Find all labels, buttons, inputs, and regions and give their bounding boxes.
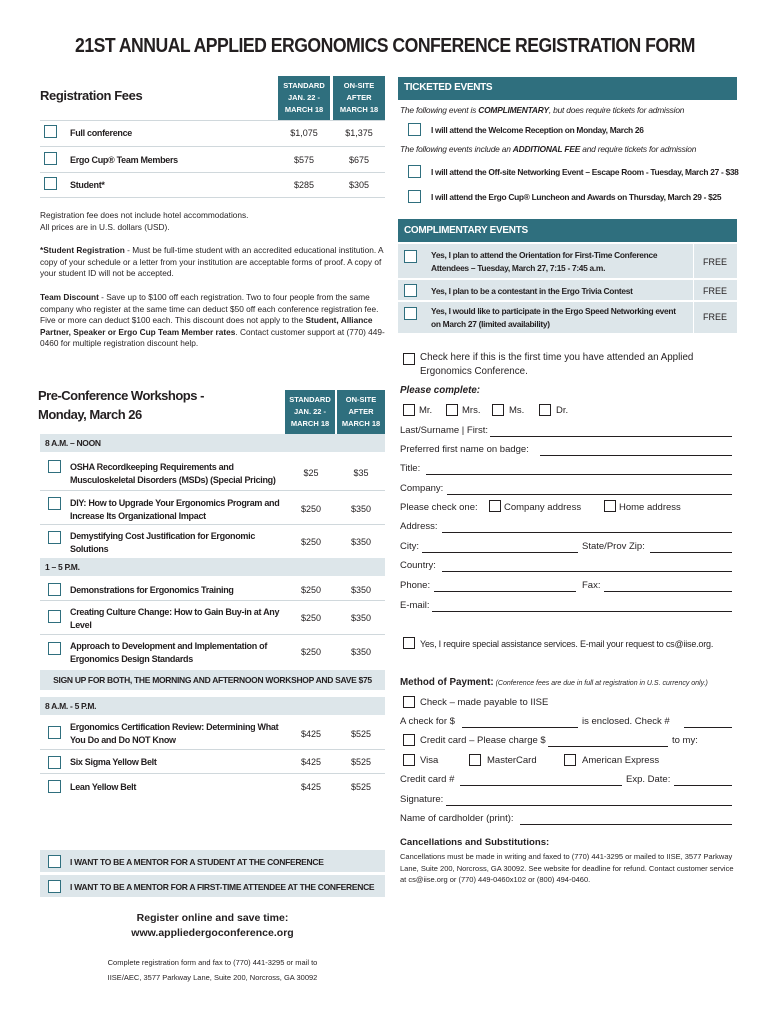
email-field[interactable] xyxy=(432,611,732,612)
col-label: MARCH 18 xyxy=(290,419,330,428)
complimentary-heading: COMPLIMENTARY EVENTS xyxy=(404,225,528,236)
exp-field[interactable] xyxy=(674,785,732,786)
fee-standard: $1,075 xyxy=(290,128,318,138)
register-online xyxy=(40,911,385,941)
mentor-student-checkbox[interactable] xyxy=(48,855,61,868)
title-label: Mr. xyxy=(419,405,433,416)
fee-onsite: $350 xyxy=(350,585,372,595)
divider xyxy=(40,146,385,147)
team-note xyxy=(40,292,390,350)
team-note-bold: Team Discount xyxy=(40,292,99,302)
note-part: The following events include an xyxy=(400,144,513,154)
to-my-label: to my: xyxy=(672,735,698,746)
workshop-label: Demonstrations for Ergonomics Training xyxy=(70,585,234,595)
badge-label: Preferred first name on badge: xyxy=(400,444,529,455)
comp-line: Attendees – Tuesday, March 27, 7:15 - 7:45 a.m. xyxy=(431,263,606,273)
fee-standard: $250 xyxy=(300,647,322,657)
title-label: Mrs. xyxy=(462,405,481,416)
payment-heading xyxy=(400,677,708,688)
mastercard-checkbox[interactable] xyxy=(469,754,481,766)
ergo-cup-checkbox[interactable] xyxy=(44,152,57,165)
note-part: The following event is xyxy=(400,105,479,115)
company-address-checkbox[interactable] xyxy=(489,500,501,512)
col-label: MARCH 18 xyxy=(339,105,379,114)
fee-onsite: $675 xyxy=(348,155,370,165)
note-text: All prices are in U.S. dollars (USD). xyxy=(40,221,170,232)
fee-onsite: $350 xyxy=(350,647,372,657)
fee-onsite: $525 xyxy=(350,757,372,767)
col-label: AFTER xyxy=(346,93,372,102)
fee-standard: $425 xyxy=(300,729,322,739)
ticketed-heading: TICKETED EVENTS xyxy=(404,82,493,93)
first-time-line: Ergonomics Conference. xyxy=(420,366,528,377)
workshop-label: Six Sigma Yellow Belt xyxy=(70,757,157,767)
workshop-checkbox[interactable] xyxy=(48,756,61,769)
divider xyxy=(40,490,385,491)
mentor-student-label: I WANT TO BE A MENTOR FOR A STUDENT AT THE CONFERENCE xyxy=(70,857,324,867)
last-first-label: Last/Surname | First: xyxy=(400,425,488,436)
address-label: Address: xyxy=(400,521,438,532)
workshop-checkbox[interactable] xyxy=(48,531,61,544)
orientation-checkbox[interactable] xyxy=(404,250,417,263)
divider xyxy=(40,773,385,774)
session-afternoon: 1 – 5 P.M. xyxy=(45,562,80,572)
company-field[interactable] xyxy=(447,494,732,495)
session-fullday: 8 A.M. - 5 P.M. xyxy=(45,701,97,711)
register-small: Complete registration form and fax to (770) 441-3295 or mail to xyxy=(107,958,318,967)
student-note xyxy=(40,245,390,280)
note-part: ADDITIONAL FEE xyxy=(512,144,581,154)
cancel-text: Cancellations must be made in writing and faxed to (770) 441-3295 or mailed to IISE, 3577 Parkway Lane, Suite 200, Norcross, GA 30092. See website for deadline for refund. Contact customer service at cs@iise.org or (770) 449-0460x102 or (800) 494-0460. xyxy=(400,852,734,884)
phone-label: Phone: xyxy=(400,580,431,591)
col-label: ON-SITE xyxy=(345,395,377,404)
title-mr-checkbox[interactable] xyxy=(403,404,415,416)
check-one-label: Please check one: xyxy=(400,502,478,513)
col-label: JAN. 22 - xyxy=(293,407,327,416)
badge-field[interactable] xyxy=(540,455,732,456)
enclosed-label: is enclosed. Check # xyxy=(582,716,670,727)
workshop-checkbox[interactable] xyxy=(48,583,61,596)
mentor-firsttime-checkbox[interactable] xyxy=(48,880,61,893)
fee-onsite: $525 xyxy=(350,729,372,739)
fee-label: Student* xyxy=(70,180,105,190)
student-note-text: - Must be full-time student with an accredited educational institution. A copy of your schedule or a letter from your institution are acceptable forms of proof. A copy of your student ID will not be accepted. xyxy=(40,245,384,278)
ticket-label: I will attend the Ergo Cup® Luncheon and Awards on Thursday, March 29 - $25 xyxy=(431,192,722,202)
ticket-label: I will attend the Off-site Networking Event – Escape Room - Tuesday, March 27 - $38 xyxy=(431,167,739,177)
special-assistance-checkbox[interactable] xyxy=(403,637,415,649)
workshop-label xyxy=(70,721,278,747)
company-address-label: Company address xyxy=(504,502,582,513)
fee-onsite: $35 xyxy=(353,468,369,478)
phone-field[interactable] xyxy=(434,591,576,592)
fee-standard: $425 xyxy=(300,757,322,767)
country-label: Country: xyxy=(400,560,436,571)
home-address-checkbox[interactable] xyxy=(604,500,616,512)
comp-fee: FREE xyxy=(702,312,727,322)
divider xyxy=(40,749,385,750)
ticketed-note1 xyxy=(400,105,684,115)
fax-field[interactable] xyxy=(604,591,732,592)
payment-note: (Conference fees are due in full at registration in U.S. currency only.) xyxy=(493,680,708,687)
register-url[interactable]: www.appliedergoconference.org xyxy=(131,927,294,939)
fee-onsite: $350 xyxy=(350,613,372,623)
cancel-heading: Cancellations and Substitutions: xyxy=(400,837,550,848)
page-title: 21ST ANNUAL APPLIED ERGONOMICS CONFERENCE REGISTRATION FORM xyxy=(75,34,695,57)
check-payment-label: Check – made payable to IISE xyxy=(420,697,549,708)
check-number-field[interactable] xyxy=(684,727,732,728)
payment-heading-bold: Method of Payment: xyxy=(400,677,494,688)
workshop-line: Ergonomics Design Standards xyxy=(70,654,193,664)
fee-label: Ergo Cup® Team Members xyxy=(70,155,178,165)
col-label: AFTER xyxy=(348,407,374,416)
charge-amount-field[interactable] xyxy=(548,746,668,747)
first-time-label xyxy=(420,351,693,379)
full-conference-checkbox[interactable] xyxy=(44,125,57,138)
amex-label: American Express xyxy=(582,755,660,766)
register-line: Register online and save time: xyxy=(136,912,289,924)
team-note-text: - Save up to $100 off each registration. Two to four people from the same company who register at the same time can deduct $50 off each conference registration fee. Five or more can deduct $100 each. This discount does not apply to the xyxy=(40,292,379,325)
fee-standard: $250 xyxy=(300,613,322,623)
workshop-line: You Do and Do NOT Know xyxy=(70,735,176,745)
register-small: IISE/AEC, 3577 Parkway Lane, Suite 200, Norcross, GA 30092 xyxy=(107,973,318,982)
comp-label: Yes, I plan to be a contestant in the Ergo Trivia Contest xyxy=(431,286,633,296)
email-label: E-mail: xyxy=(400,600,430,611)
workshop-checkbox[interactable] xyxy=(48,460,61,473)
divider xyxy=(40,634,385,635)
register-mail xyxy=(40,955,385,985)
ws-standard-header xyxy=(285,390,335,434)
col-label: STANDARD xyxy=(283,81,325,90)
mentor-firsttime-label: I WANT TO BE A MENTOR FOR A FIRST-TIME ATTENDEE AT THE CONFERENCE xyxy=(70,882,375,892)
student-note-bold: *Student Registration xyxy=(40,245,125,255)
note-text: Registration fee does not include hotel accommodations. xyxy=(40,210,249,220)
workshop-line: Level xyxy=(70,620,92,630)
note-part: COMPLIMENTARY xyxy=(478,105,549,115)
divider xyxy=(40,172,385,173)
divider xyxy=(40,524,385,525)
mastercard-label: MasterCard xyxy=(487,755,537,766)
ticket-label: I will attend the Welcome Reception on Monday, March 26 xyxy=(431,125,644,135)
title-ms-checkbox[interactable] xyxy=(492,404,504,416)
ticketed-note2 xyxy=(400,144,696,154)
check-payment-checkbox[interactable] xyxy=(403,696,415,708)
workshop-line: Ergonomics Certification Review: Determining What xyxy=(70,722,279,732)
visa-checkbox[interactable] xyxy=(403,754,415,766)
title-label: Dr. xyxy=(556,405,569,416)
workshop-checkbox[interactable] xyxy=(48,726,61,739)
fees-standard-header xyxy=(278,76,330,120)
first-time-checkbox[interactable] xyxy=(403,353,415,365)
fees-onsite-header xyxy=(333,76,385,120)
team-note-text: . Contact customer support at (770) 449-0460 for multiple registration discount help. xyxy=(40,326,385,348)
fee-onsite: $305 xyxy=(348,180,370,190)
fee-label: Full conference xyxy=(70,128,133,138)
workshop-line: Approach to Development and Implementation of xyxy=(70,641,268,651)
fee-notes xyxy=(40,210,390,233)
col-label: MARCH 18 xyxy=(341,419,381,428)
fee-standard: $25 xyxy=(303,468,319,478)
fee-standard: $250 xyxy=(300,585,322,595)
note-part: and require tickets for admission xyxy=(580,144,697,154)
comp-label xyxy=(431,305,676,331)
promo-text: SIGN UP FOR BOTH, THE MORNING AND AFTERNOON WORKSHOP AND SAVE $75 xyxy=(53,675,372,685)
cardholder-label: Name of cardholder (print): xyxy=(400,813,514,824)
visa-label: Visa xyxy=(420,755,439,766)
fee-standard: $425 xyxy=(300,782,322,792)
session-morning: 8 A.M. – NOON xyxy=(45,438,101,448)
last-first-field[interactable] xyxy=(490,436,732,437)
home-address-label: Home address xyxy=(619,502,681,513)
workshop-line: Creating Culture Change: How to Gain Buy-in at Any xyxy=(70,607,280,617)
team-note-bold: Student, Alliance Partner, Speaker or Ergo Cup Team Member rates xyxy=(40,315,373,337)
workshop-line: Demystifying Cost Justification for Ergonomic xyxy=(70,531,256,541)
col-label: STANDARD xyxy=(289,395,331,404)
workshop-label xyxy=(70,461,276,487)
comp-fee: FREE xyxy=(702,257,727,267)
workshop-checkbox[interactable] xyxy=(48,642,61,655)
title-field[interactable] xyxy=(426,474,732,475)
cardholder-field[interactable] xyxy=(520,824,732,825)
address-field[interactable] xyxy=(442,532,732,533)
title-dr-checkbox[interactable] xyxy=(539,404,551,416)
note-part: , but does require tickets for admission xyxy=(548,105,685,115)
workshop-checkbox[interactable] xyxy=(48,497,61,510)
workshop-label xyxy=(70,606,279,632)
title-mrs-checkbox[interactable] xyxy=(446,404,458,416)
divider xyxy=(40,120,385,121)
comp-fee: FREE xyxy=(702,286,727,296)
workshop-label xyxy=(70,497,279,523)
fee-standard: $285 xyxy=(293,180,315,190)
divider xyxy=(40,600,385,601)
workshop-label xyxy=(70,530,255,556)
col-label: JAN. 22 - xyxy=(287,93,321,102)
heading-line: Pre-Conference Workshops - xyxy=(38,388,204,403)
credit-card-checkbox[interactable] xyxy=(403,734,415,746)
heading-line: Monday, March 26 xyxy=(38,407,142,422)
complete-heading: Please complete: xyxy=(400,385,481,396)
workshop-line: OSHA Recordkeeping Requirements and xyxy=(70,462,234,472)
fee-onsite: $350 xyxy=(350,537,372,547)
divider xyxy=(40,197,385,198)
city-label: City: xyxy=(400,541,419,552)
signature-label: Signature: xyxy=(400,794,444,805)
company-label: Company: xyxy=(400,483,444,494)
title-field-label: Title: xyxy=(400,463,421,474)
special-assistance-label: Yes, I require special assistance services. E-mail your request to cs@iise.org. xyxy=(420,639,714,649)
signature-field[interactable] xyxy=(446,805,732,806)
session-band xyxy=(40,558,385,576)
workshop-checkbox[interactable] xyxy=(48,610,61,623)
country-field[interactable] xyxy=(442,571,732,572)
fee-standard: $250 xyxy=(300,537,322,547)
comp-line: Yes, I plan to attend the Orientation for First-Time Conference xyxy=(431,250,658,260)
ws-onsite-header xyxy=(337,390,385,434)
state-label: State/Prov Zip: xyxy=(582,541,645,552)
workshop-checkbox[interactable] xyxy=(48,780,61,793)
city-field[interactable] xyxy=(422,552,578,553)
luncheon-checkbox[interactable] xyxy=(408,190,421,203)
welcome-reception-checkbox[interactable] xyxy=(408,123,421,136)
fee-onsite: $350 xyxy=(350,504,372,514)
fee-standard: $250 xyxy=(300,504,322,514)
state-zip-field[interactable] xyxy=(650,552,732,553)
trivia-checkbox[interactable] xyxy=(404,284,417,297)
col-label: ON-SITE xyxy=(343,81,375,90)
cc-number-field[interactable] xyxy=(460,785,622,786)
credit-card-label: Credit card – Please charge $ xyxy=(420,735,546,746)
workshop-line: Musculoskeletal Disorders (MSDs) (Special Pricing) xyxy=(70,475,276,485)
student-checkbox[interactable] xyxy=(44,177,57,190)
comp-label xyxy=(431,249,657,275)
fee-standard: $575 xyxy=(293,155,315,165)
speed-networking-checkbox[interactable] xyxy=(404,307,417,320)
workshop-line: Increase Its Organizational Impact xyxy=(70,511,206,521)
fee-onsite: $1,375 xyxy=(345,128,373,138)
fax-label: Fax: xyxy=(582,580,601,591)
col-label: MARCH 18 xyxy=(284,105,324,114)
comp-line: on March 27 (limited availability) xyxy=(431,319,550,329)
workshop-label xyxy=(70,640,267,666)
amex-checkbox[interactable] xyxy=(564,754,576,766)
exp-label: Exp. Date: xyxy=(626,774,671,785)
workshop-label: Lean Yellow Belt xyxy=(70,782,137,792)
fee-onsite: $525 xyxy=(350,782,372,792)
check-for-label: A check for $ xyxy=(400,716,455,727)
escape-room-checkbox[interactable] xyxy=(408,165,421,178)
workshop-line: Solutions xyxy=(70,544,109,554)
comp-line: Yes, I would like to participate in the Ergo Speed Networking event xyxy=(431,306,676,316)
first-time-line: Check here if this is the first time you have attended an Applied xyxy=(420,352,694,363)
check-amount-field[interactable] xyxy=(462,727,578,728)
title-label: Ms. xyxy=(509,405,525,416)
cc-number-label: Credit card # xyxy=(400,774,455,785)
workshop-line: DIY: How to Upgrade Your Ergonomics Program and xyxy=(70,498,280,508)
workshops-heading xyxy=(38,386,204,424)
registration-fees-heading: Registration Fees xyxy=(40,88,143,103)
